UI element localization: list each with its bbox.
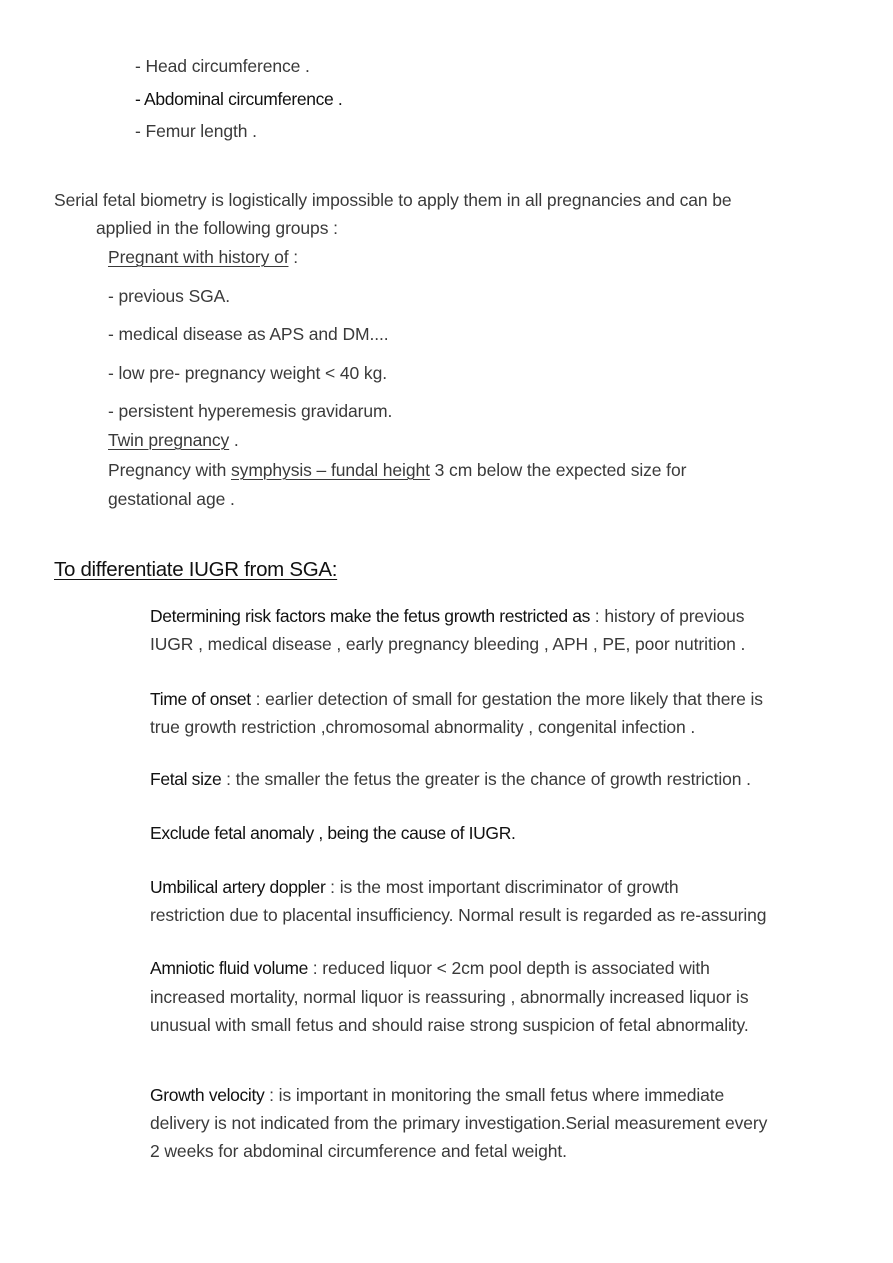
amniotic-line-2: increased mortality, normal liquor is reassuring , abnormally increased liquor is — [150, 987, 749, 1007]
risk-factors-term: Determining risk factors make the fetus growth restricted as — [150, 606, 591, 626]
risk-factors-line-2: IUGR , medical disease , early pregnancy bleeding , APH , PE, poor nutrition . — [150, 634, 746, 654]
amniotic-line-3: unusual with small fetus and should raise strong suspicion of fetal abnormality. — [150, 1015, 749, 1035]
amniotic-rest: reduced liquor < 2cm pool depth is associated with — [322, 958, 710, 978]
list-item-abdominal-circumference: - Abdominal circumference . — [135, 89, 343, 109]
twin-pregnancy-suffix: . — [229, 430, 239, 450]
exclude-anomaly: Exclude fetal anomaly , being the cause of IUGR. — [150, 823, 516, 843]
list-item-head-circumference: - Head circumference . — [135, 56, 310, 76]
amniotic-sep: : — [308, 958, 323, 978]
amniotic-line-1 — [150, 954, 710, 982]
list-item-femur-length: - Femur length . — [135, 121, 257, 141]
growth-velocity-line-2: delivery is not indicated from the primary investigation.Serial measurement every — [150, 1113, 768, 1133]
time-of-onset-rest: : earlier detection of small for gestation the more likely that there is — [250, 689, 763, 709]
symphysis-prefix: Pregnancy with — [108, 460, 232, 480]
history-item-medical-disease: - medical disease as APS and DM.... — [108, 324, 389, 344]
time-of-onset-term: Time of onset — [150, 689, 251, 709]
symphysis-line-2: gestational age . — [108, 489, 235, 509]
symphysis-suffix: 3 cm below the expected size for — [429, 460, 687, 480]
history-item-low-weight: - low pre- pregnancy weight < 40 kg. — [108, 363, 387, 383]
history-item-hyperemesis: - persistent hyperemesis gravidarum. — [108, 401, 393, 421]
section-title: To differentiate IUGR from SGA: — [54, 558, 338, 581]
time-of-onset-line-1 — [150, 685, 763, 713]
time-of-onset-line-2: true growth restriction ,chromosomal abnormality , congenital infection . — [150, 717, 696, 737]
history-item-previous-sga: - previous SGA. — [108, 286, 231, 306]
fetal-size-term: Fetal size — [150, 769, 222, 789]
history-heading-label: Pregnant with history of — [108, 247, 289, 267]
fetal-size-rest: : the smaller the fetus the greater is the chance of growth restriction . — [221, 769, 751, 789]
history-heading-suffix: : — [288, 247, 299, 267]
risk-factors-rest: history of previous — [604, 606, 745, 626]
symphysis-line-1 — [108, 456, 686, 484]
growth-velocity-rest: : is important in monitoring the small fetus where immediate — [264, 1085, 725, 1105]
twin-pregnancy-label: Twin pregnancy — [108, 430, 230, 450]
growth-velocity-line-1 — [150, 1081, 724, 1109]
twin-pregnancy — [108, 426, 239, 454]
growth-velocity-term: Growth velocity — [150, 1085, 265, 1105]
growth-velocity-line-3: 2 weeks for abdominal circumference and fetal weight. — [150, 1141, 567, 1161]
umbilical-term: Umbilical artery doppler — [150, 877, 326, 897]
fetal-size-line — [150, 765, 751, 793]
history-heading — [108, 243, 298, 271]
serial-intro-line-1: Serial fetal biometry is logistically impossible to apply them in all pregnancies and can be — [54, 190, 732, 210]
umbilical-line-2: restriction due to placental insufficiency. Normal result is regarded as re-assuring — [150, 905, 767, 925]
umbilical-line-1 — [150, 873, 679, 901]
risk-factors-sep: : — [590, 606, 605, 626]
symphysis-label: symphysis – fundal height — [231, 460, 430, 480]
umbilical-rest: : is the most important discriminator of growth — [325, 877, 679, 897]
serial-intro-line-2: applied in the following groups : — [96, 218, 338, 238]
amniotic-term: Amniotic fluid volume — [150, 958, 308, 978]
risk-factors-line-1 — [150, 602, 744, 630]
